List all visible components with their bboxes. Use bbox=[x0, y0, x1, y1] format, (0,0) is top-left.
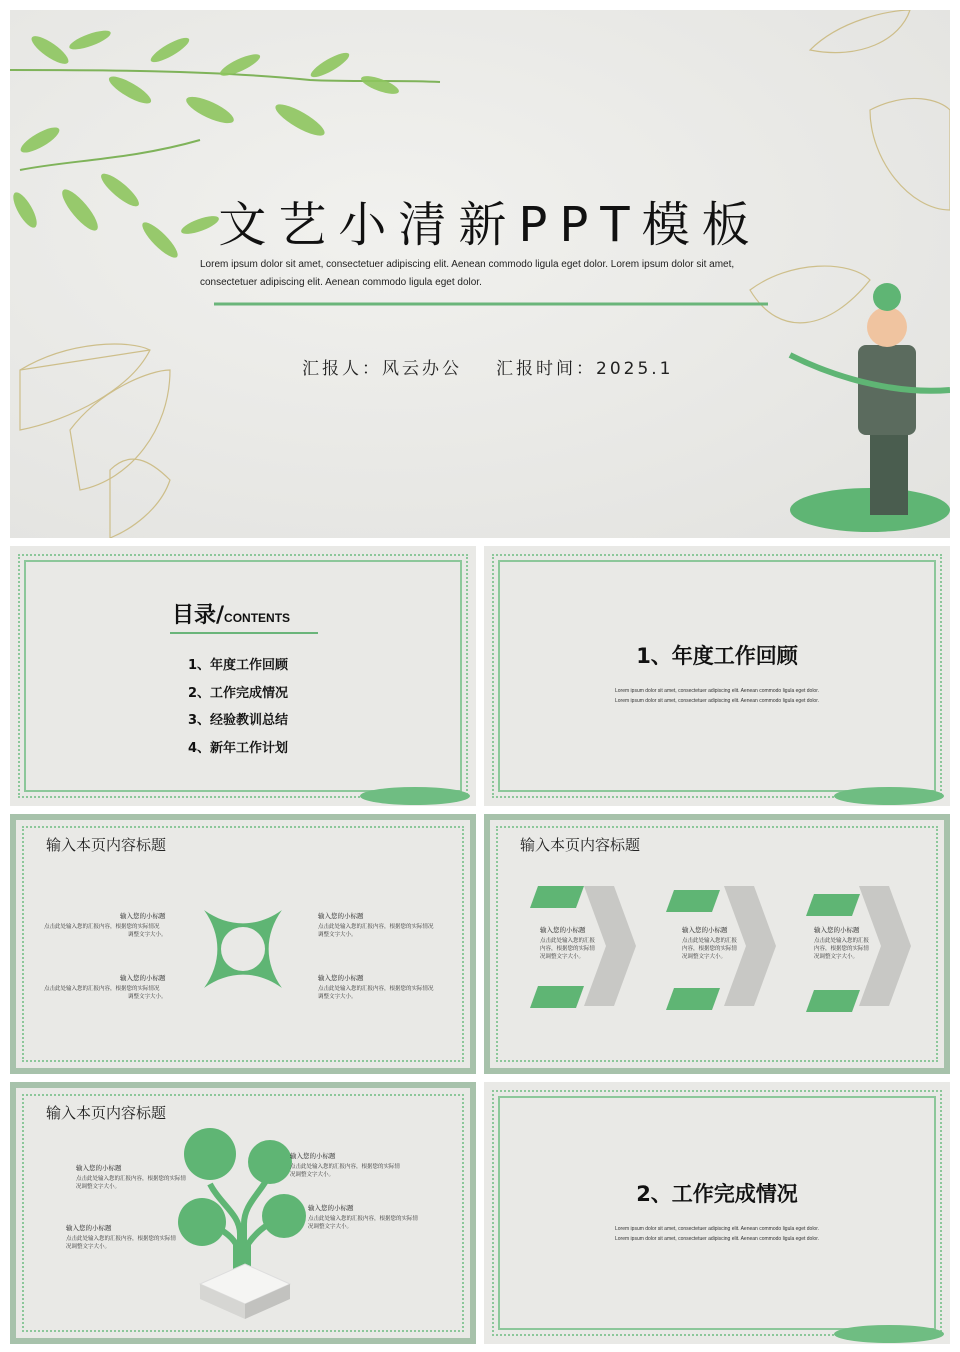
block-text: 况调整文字大小。 bbox=[814, 954, 859, 960]
block-subtitle: 输入您的小标题 bbox=[76, 1164, 122, 1172]
block-text: 内容，根据您的实际情 bbox=[814, 946, 870, 952]
block-text: 点击此处输入您的汇报内容，根据您的实际情 bbox=[66, 1236, 177, 1242]
character-illustration bbox=[770, 265, 950, 538]
leaf-pad-decoration bbox=[834, 1322, 944, 1344]
block-subtitle: 输入您的小标题 bbox=[814, 926, 860, 934]
toc-underline bbox=[170, 632, 318, 634]
leaf-pad-decoration bbox=[834, 784, 944, 806]
cover-slide[interactable] bbox=[10, 10, 950, 538]
frame-inner bbox=[498, 1096, 936, 1330]
toc-slide[interactable] bbox=[10, 546, 476, 806]
block-text: 点击此处输入您的汇报内容，根据您的实际情况 bbox=[318, 924, 434, 930]
block-text: 调整文字大小。 bbox=[128, 994, 167, 1000]
block-text: 况调整文字大小。 bbox=[308, 1224, 353, 1230]
block-subtitle: 输入您的小标题 bbox=[540, 926, 586, 934]
block-text: 点击此处输入您的汇报内容，根据您的实际情 bbox=[76, 1176, 187, 1182]
cover-lorem-line2: consectetuer adipiscing elit. Aenean commodo ligula eget dolor. bbox=[200, 277, 482, 288]
block-subtitle: 输入您的小标题 bbox=[682, 926, 728, 934]
section2-lorem2: Lorem ipsum dolor sit amet, consectetuer adipiscing elit. Aenean commodo ligula eget dolor. bbox=[614, 1236, 819, 1242]
toc-item-3[interactable]: 3、经验教训总结 bbox=[188, 713, 289, 728]
block-subtitle: 输入您的小标题 bbox=[318, 912, 364, 920]
cover-lorem-line1: Lorem ipsum dolor sit amet, consectetuer adipiscing elit. Aenean commodo ligula eget dolor. Lorem ipsum dolor sit amet, bbox=[200, 259, 735, 270]
block-text: 况调整文字大小。 bbox=[290, 1172, 335, 1178]
block-text: 内容，根据您的实际情 bbox=[682, 946, 738, 952]
block-subtitle: 输入您的小标题 bbox=[290, 1152, 336, 1160]
toc-title-text: 目录/ bbox=[172, 603, 225, 628]
tree-graphic bbox=[170, 1124, 310, 1324]
block-text: 点击此处输入您的汇报 bbox=[682, 938, 738, 944]
leaf-pad-decoration bbox=[360, 784, 470, 806]
cover-report-time: 汇报时间：2025.1 bbox=[496, 359, 674, 379]
cover-reporter: 汇报人：风云办公 bbox=[302, 359, 462, 379]
toc-title bbox=[172, 598, 290, 629]
section1-slide[interactable] bbox=[484, 546, 950, 806]
content-slide-1[interactable] bbox=[10, 814, 476, 1074]
block-text: 内容，根据您的实际情 bbox=[540, 946, 596, 952]
block-subtitle: 输入您的小标题 bbox=[308, 1204, 354, 1212]
toc-title-suffix: CONTENTS bbox=[224, 611, 291, 625]
content-slide-2[interactable] bbox=[484, 814, 950, 1074]
section1-title: 1、年度工作回顾 bbox=[636, 644, 798, 668]
content-slide-3[interactable] bbox=[10, 1082, 476, 1344]
block-subtitle: 输入您的小标题 bbox=[318, 974, 364, 982]
toc-item-1[interactable]: 1、年度工作回顾 bbox=[188, 658, 289, 673]
section1-lorem2: Lorem ipsum dolor sit amet, consectetuer adipiscing elit. Aenean commodo ligula eget dolor. bbox=[614, 698, 819, 704]
block-text: 调整文字大小。 bbox=[318, 994, 357, 1000]
page-title: 输入本页内容标题 bbox=[46, 836, 167, 854]
toc-item-2[interactable]: 2、工作完成情况 bbox=[188, 686, 289, 701]
section1-lorem1: Lorem ipsum dolor sit amet, consectetuer adipiscing elit. Aenean commodo ligula eget dolor. bbox=[614, 688, 819, 694]
block-text: 点击此处输入您的汇报 bbox=[540, 938, 596, 944]
block-text: 调整文字大小。 bbox=[318, 932, 357, 938]
block-subtitle: 输入您的小标题 bbox=[66, 1224, 112, 1232]
cover-title: 文艺小清新PPT模板 bbox=[218, 197, 762, 253]
toc-item-4[interactable]: 4、新年工作计划 bbox=[188, 741, 289, 756]
block-text: 调整文字大小。 bbox=[128, 932, 167, 938]
block-subtitle: 输入您的小标题 bbox=[120, 974, 166, 982]
block-text: 点击此处输入您的汇报 bbox=[814, 938, 870, 944]
block-text: 点击此处输入您的汇报内容，根据您的实际情况 bbox=[44, 986, 160, 992]
frame-inner bbox=[498, 560, 936, 792]
frame-inner bbox=[24, 560, 462, 792]
diamond-graphic bbox=[188, 894, 298, 1004]
page-title: 输入本页内容标题 bbox=[46, 1104, 167, 1122]
block-text: 况调整文字大小。 bbox=[682, 954, 727, 960]
section2-lorem1: Lorem ipsum dolor sit amet, consectetuer adipiscing elit. Aenean commodo ligula eget dolor. bbox=[614, 1226, 819, 1232]
block-text: 况调整文字大小。 bbox=[66, 1244, 111, 1250]
section2-title: 2、工作完成情况 bbox=[636, 1182, 798, 1206]
section2-slide[interactable] bbox=[484, 1082, 950, 1344]
block-text: 点击此处输入您的汇报内容，根据您的实际情况 bbox=[44, 924, 160, 930]
block-text: 点击此处输入您的汇报内容，根据您的实际情 bbox=[308, 1216, 419, 1222]
block-text: 况调整文字大小。 bbox=[76, 1184, 121, 1190]
block-text: 点击此处输入您的汇报内容，根据您的实际情 bbox=[290, 1164, 401, 1170]
block-text: 点击此处输入您的汇报内容，根据您的实际情况 bbox=[318, 986, 434, 992]
page-title: 输入本页内容标题 bbox=[520, 836, 641, 854]
block-text: 况调整文字大小。 bbox=[540, 954, 585, 960]
block-subtitle: 输入您的小标题 bbox=[120, 912, 166, 920]
